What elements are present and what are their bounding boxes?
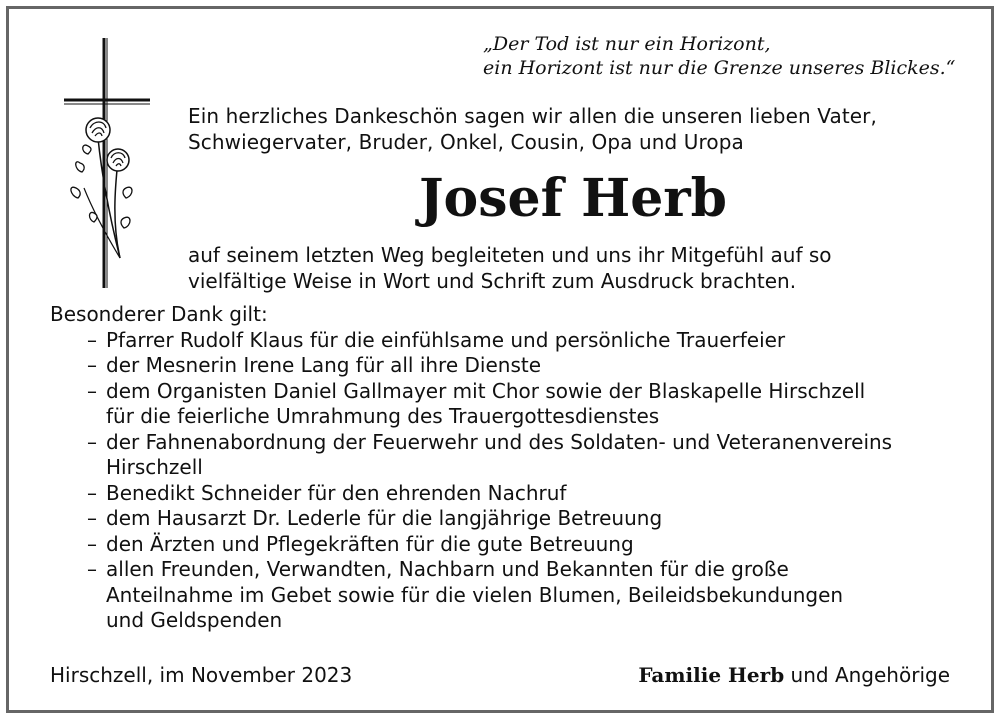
dash: –	[87, 378, 97, 403]
quote-line-2: ein Horizont ist nur die Grenze unseres Blickes.“	[483, 57, 956, 79]
thanks-section	[50, 302, 950, 634]
intro-line-2: Schwiegervater, Bruder, Onkel, Cousin, Opa und Uropa	[188, 130, 744, 154]
list-item: – der Mesnerin Irene Lang für all ihre Dienste	[87, 353, 542, 377]
outro-line-1: auf seinem letzten Weg begleiteten und uns ihr Mitgefühl auf so	[188, 243, 832, 267]
thanks-heading: Besonderer Dank gilt:	[50, 302, 268, 326]
list-item: – dem Organisten Daniel Gallmayer mit Chor sowie der Blaskapelle Hirschzell für die feierliche Umrahmung des Trauergottesdienstes	[87, 378, 866, 428]
list-item: – der Fahnenabordnung der Feuerwehr und des Soldaten- und Veteranenvereins Hirschzell	[87, 429, 893, 479]
dash: –	[87, 327, 97, 352]
place-date: Hirschzell, im November 2023	[50, 663, 353, 687]
signature	[638, 662, 950, 688]
intro-line-1: Ein herzliches Dankeschön sagen wir allen die unseren lieben Vater,	[188, 104, 877, 128]
list-item: – Benedikt Schneider für den ehrenden Nachruf	[87, 480, 567, 505]
outro-line-2: vielfältige Weise in Wort und Schrift zum Ausdruck brachten.	[188, 269, 797, 293]
list-item: – dem Hausarzt Dr. Lederle für die langjährige Betreuung	[87, 506, 663, 530]
dash: –	[87, 480, 97, 505]
dash: –	[87, 531, 97, 556]
outro-text	[188, 242, 948, 294]
list-item: – allen Freunden, Verwandten, Nachbarn und Bekannten für die große Anteilnahme im Gebet sowie für die vielen Blumen, Beileidsbekundungen und Geldspenden	[87, 557, 844, 632]
intro-text	[188, 103, 948, 155]
relatives: und Angehörige	[790, 663, 950, 687]
list-item: – den Ärzten und Pflegekräften für die gute Betreuung	[87, 531, 634, 556]
epigraph-quote	[483, 32, 983, 80]
cross-with-roses-icon	[60, 38, 152, 288]
dash: –	[87, 506, 97, 530]
thanks-list	[50, 328, 950, 634]
dash: –	[87, 353, 97, 377]
list-item: – Pfarrer Rudolf Klaus für die einfühlsame und persönliche Trauerfeier	[87, 327, 786, 352]
quote-line-1: „Der Tod ist nur ein Horizont,	[483, 33, 771, 55]
family-name: Familie Herb	[638, 663, 785, 687]
dash: –	[87, 429, 97, 454]
deceased-name: Josef Herb	[418, 168, 728, 229]
dash: –	[87, 557, 97, 581]
